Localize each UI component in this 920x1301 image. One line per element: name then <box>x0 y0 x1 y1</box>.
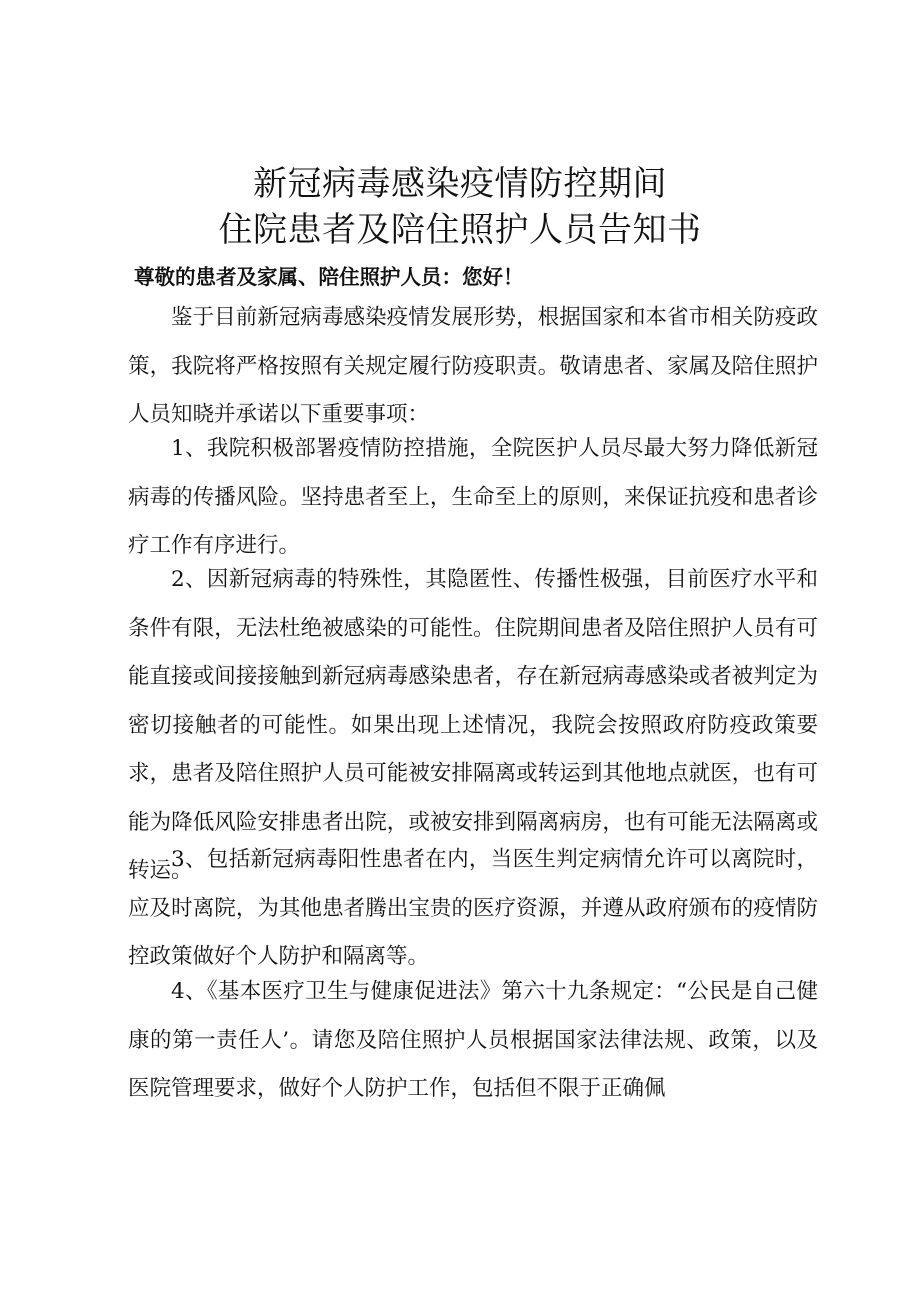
intro-paragraph: 鉴于目前新冠病毒感染疫情发展形势，根据国家和本省市相关防疫政策，我院将严格按照有关规定履行防疫职责。敬请患者、家属及陪住照护人员知晓并承诺以下重要事项： <box>128 305 818 427</box>
item-1-paragraph: 1、我院积极部署疫情防控措施，全院医护人员尽最大努力降低新冠病毒的传播风险。坚持患者至上，生命至上的原则，来保证抗疫和患者诊疗工作有序进行。 <box>128 436 818 558</box>
item-3-paragraph: 3、包括新冠病毒阳性患者在内，当医生判定病情允许可以离院时，应及时离院，为其他患者腾出宝贵的医疗资源，并遵从政府颁布的疫情防控政策做好个人防护和隔离等。 <box>128 847 818 969</box>
document-title-line-2: 住院患者及陪住照护人员告知书 <box>218 210 702 250</box>
item-2-paragraph: 2、因新冠病毒的特殊性，其隐匿性、传播性极强，目前医疗水平和条件有限，无法杜绝被感染的可能性。住院期间患者及陪住照护人员有可能直接或间接接触到新冠病毒感染患者，存在新冠病毒感染或者被判定为密切接触者的可能性。如果出现上述情况，我院会按照政府防疫政策要求，患者及陪住照护人员可能被安排隔离或转运到其他地点就医，也有可能为降低风险安排患者出院，或被安排到隔离病房，也有可能无法隔离或转运。 <box>128 567 818 883</box>
salutation: 尊敬的患者及家属、陪住照护人员：您好！ <box>134 265 524 289</box>
item-4-paragraph: 4、《基本医疗卫生与健康促进法》第六十九条规定：“公民是自己健康的第一责任人’。请您及陪住照护人员根据国家法律法规、政策，以及医院管理要求，做好个人防护工作，包括但不限于正确佩 <box>128 979 818 1101</box>
document-title-line-1: 新冠病毒感染疫情防控期间 <box>253 164 667 204</box>
